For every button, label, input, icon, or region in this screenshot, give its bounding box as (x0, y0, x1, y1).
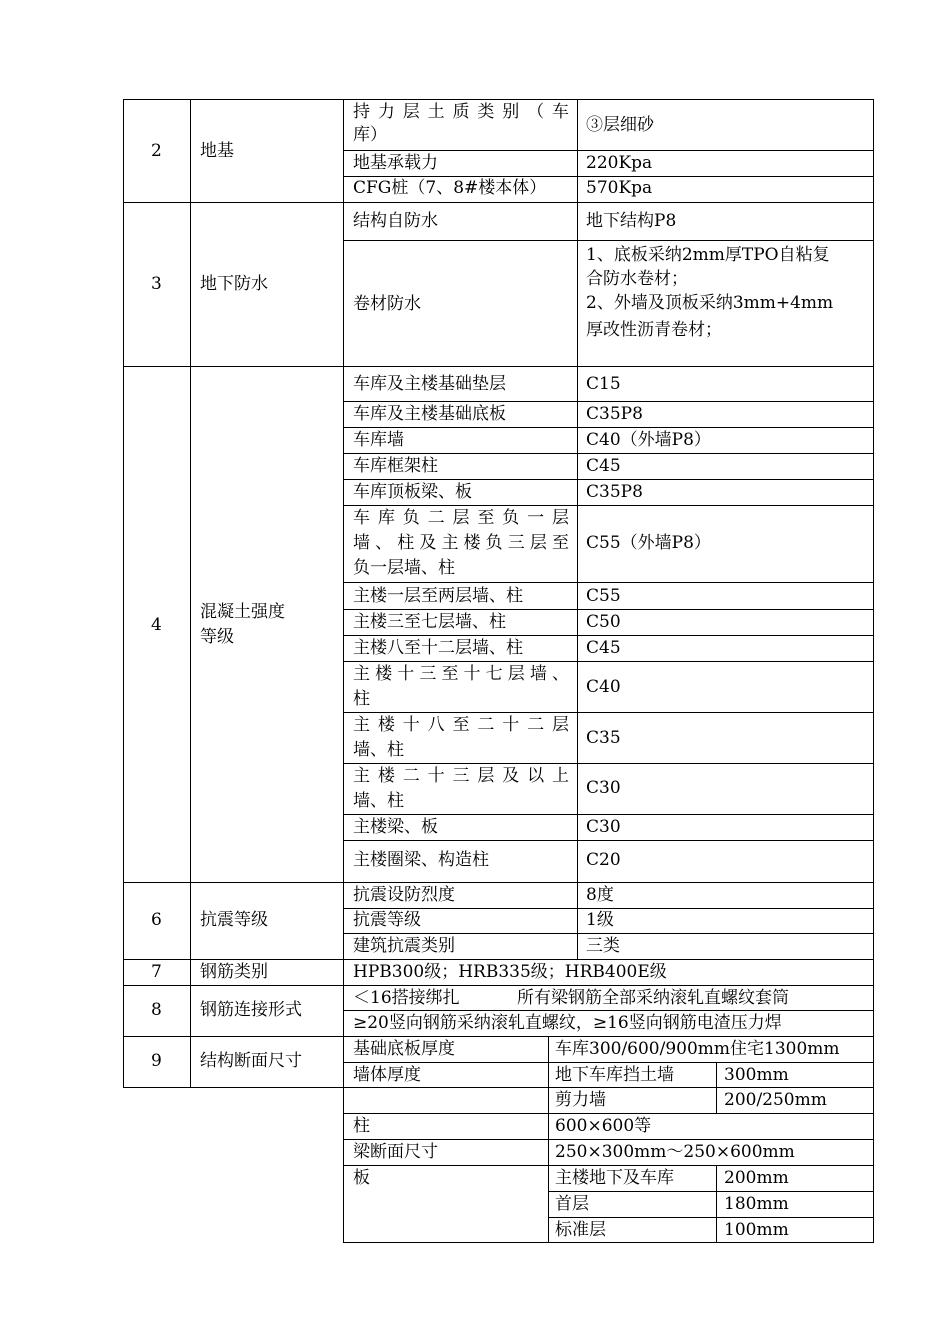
row-divider (123, 202, 874, 203)
item-label: 主楼一层至两层墙、柱 (353, 586, 523, 606)
column-divider (190, 99, 191, 1088)
item-value: 570Kpa (586, 178, 653, 198)
subrow-divider (343, 479, 874, 480)
item-value: C30 (586, 778, 621, 798)
row-category: 等级 (200, 627, 234, 647)
subrow-divider (343, 712, 874, 713)
table-top-border (123, 99, 874, 100)
subrow-divider (343, 763, 874, 764)
row-divider (123, 1087, 343, 1088)
item-label: 库） (353, 125, 387, 145)
item-value: 180mm (724, 1194, 789, 1214)
item-label: 板 (353, 1168, 370, 1188)
item-value: C35P8 (586, 404, 643, 424)
connection-line: ≥20竖向钢筋采纳滚轧直螺纹，≥16竖向钢筋电渣压力焊 (353, 1013, 782, 1033)
item-label: 墙体厚度 (353, 1065, 421, 1085)
item-value: 100mm (724, 1220, 789, 1240)
item-value: 200/250mm (724, 1090, 827, 1110)
item-value: C40（外墙P8） (586, 430, 711, 450)
column-divider (716, 1062, 717, 1113)
subrow-divider (343, 609, 874, 610)
item-value: ③层细砂 (586, 115, 654, 135)
item-value: 250×300mm～250×600mm (555, 1142, 795, 1162)
item-label: 柱 (353, 689, 370, 709)
row-category: 混凝土强度 (200, 602, 285, 622)
subrow-divider (343, 453, 874, 454)
item-value: C55 (586, 586, 621, 606)
item-label: 主楼二十三层及以上 (353, 766, 569, 786)
item-label: 主楼十八至二十二层 (353, 715, 569, 735)
item-value-line: 2、外墙及顶板采纳3mm+4mm (586, 293, 834, 313)
item-value: C35 (586, 728, 621, 748)
row-category: 钢筋类别 (200, 962, 268, 982)
row-category: 抗震等级 (200, 910, 268, 930)
item-label: 主楼梁、板 (353, 817, 438, 837)
subrow-divider (548, 1217, 874, 1218)
subrow-divider (343, 1010, 874, 1011)
item-label: 抗震设防烈度 (353, 885, 455, 905)
item-label: 车库顶板梁、板 (353, 482, 472, 502)
subrow-divider (343, 150, 874, 151)
item-value: 地下结构P8 (586, 211, 677, 231)
item-value: C50 (586, 612, 621, 632)
connection-line: 所有梁钢筋全部采纳滚轧直螺纹套筒 (517, 988, 789, 1008)
item-label: 持力层土质类别（车 (353, 102, 569, 122)
subrow-divider (343, 582, 874, 583)
row-number: 7 (151, 962, 162, 982)
item-value: C40 (586, 677, 621, 697)
subrow-divider (343, 1113, 874, 1114)
column-divider (716, 1165, 717, 1243)
item-value: 车库300/600/900mm住宅1300mm (555, 1039, 840, 1059)
item-label: 主楼圈梁、构造柱 (353, 850, 489, 870)
item-label: 车库及主楼基础底板 (353, 404, 506, 424)
item-value-line: 合防水卷材； (586, 269, 688, 289)
table-bottom-border (343, 1242, 874, 1243)
item-value: C30 (586, 817, 621, 837)
item-label: 抗震等级 (353, 910, 421, 930)
row-divider (123, 959, 874, 960)
column-divider (577, 99, 578, 960)
row-category: 结构断面尺寸 (200, 1051, 302, 1071)
item-label: 主楼八至十二层墙、柱 (353, 638, 523, 658)
row-divider (123, 882, 874, 883)
subrow-divider (343, 505, 874, 506)
row-number: 3 (151, 274, 162, 294)
subrow-divider (343, 661, 874, 662)
table-right-border (873, 99, 874, 1243)
item-value: C55（外墙P8） (586, 533, 711, 553)
subrow-divider (343, 814, 874, 815)
item-label: 建筑抗震类别 (353, 936, 455, 956)
column-divider (343, 99, 344, 1243)
subrow-divider (343, 401, 874, 402)
subrow-divider (343, 427, 874, 428)
item-value: C35P8 (586, 482, 643, 502)
item-value: 220Kpa (586, 153, 653, 173)
subrow-divider (343, 933, 874, 934)
item-sublabel: 标准层 (555, 1220, 606, 1240)
item-value-line: 厚改性沥青卷材； (586, 320, 722, 340)
item-label: 墙、柱 (353, 791, 404, 811)
subrow-divider (343, 1087, 874, 1088)
item-value: C45 (586, 638, 621, 658)
item-label: CFG桩（7、8#楼本体） (353, 178, 547, 198)
item-label: 墙、柱及主楼负三层至 (353, 533, 569, 553)
subrow-divider (343, 1062, 874, 1063)
subrow-divider (343, 1139, 874, 1140)
subrow-divider (548, 1191, 874, 1192)
item-label: 卷材防水 (353, 294, 421, 314)
item-value: C45 (586, 456, 621, 476)
item-label: 主楼十三至十七层墙、 (353, 664, 569, 684)
row-category: 钢筋连接形式 (200, 1000, 302, 1020)
item-value: 三类 (586, 936, 620, 956)
item-label: 车库框架柱 (353, 456, 438, 476)
item-sublabel: 首层 (555, 1194, 589, 1214)
item-value: 200mm (724, 1168, 789, 1188)
subrow-divider (343, 840, 874, 841)
row-number: 6 (151, 910, 162, 930)
row-number: 2 (151, 141, 162, 161)
table-left-border (123, 99, 124, 1088)
row-number: 9 (151, 1051, 162, 1071)
item-label: 基础底板厚度 (353, 1039, 455, 1059)
item-sublabel: 剪力墙 (555, 1090, 606, 1110)
item-value: 1级 (586, 910, 614, 930)
item-value: 300mm (724, 1065, 789, 1085)
subrow-divider (343, 635, 874, 636)
subrow-divider (343, 240, 874, 241)
item-sublabel: 主楼地下及车库 (555, 1168, 674, 1188)
row-divider (123, 1036, 874, 1037)
connection-line: ＜16搭接绑扎 (353, 988, 460, 1008)
item-label: 主楼三至七层墙、柱 (353, 612, 506, 632)
item-label: 车库及主楼基础垫层 (353, 374, 506, 394)
subrow-divider (343, 1165, 874, 1166)
item-value: C15 (586, 374, 621, 394)
item-label: 负一层墙、柱 (353, 558, 455, 578)
item-label: 地基承载力 (353, 153, 438, 173)
item-value: 600×600等 (555, 1116, 652, 1136)
item-label: 柱 (353, 1116, 370, 1136)
item-label: 结构自防水 (353, 211, 438, 231)
row-number: 4 (151, 615, 162, 635)
row-divider (123, 366, 874, 367)
item-label: 墙、柱 (353, 740, 404, 760)
row-number: 8 (151, 1000, 162, 1020)
column-divider (548, 1036, 549, 1243)
row-category: 地基 (200, 141, 234, 161)
item-value-line: 1、底板采纳2mm厚TPO自粘复 (586, 245, 830, 265)
item-label: 梁断面尺寸 (353, 1142, 438, 1162)
item-sublabel: 地下车库挡土墙 (555, 1065, 674, 1085)
item-label: 车库负二层至负一层 (353, 508, 569, 528)
row-category: 地下防水 (200, 274, 268, 294)
item-value: 8度 (586, 885, 614, 905)
item-value: C20 (586, 850, 621, 870)
row-divider (123, 985, 874, 986)
item-label: 车库墙 (353, 430, 404, 450)
item-value: HPB300级；HRB335级；HRB400E级 (353, 962, 667, 982)
